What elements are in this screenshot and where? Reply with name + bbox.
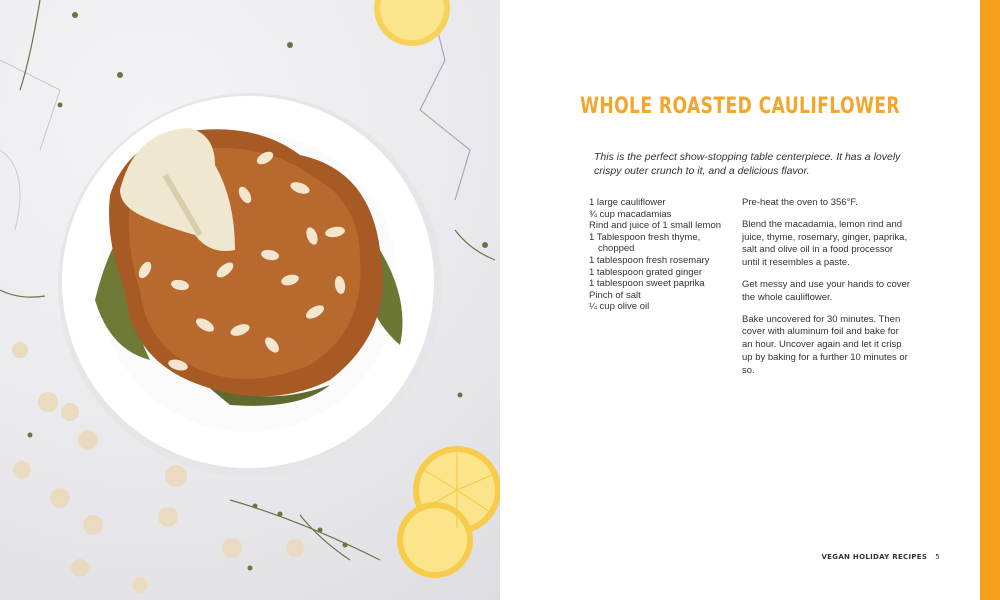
page-footer	[821, 553, 940, 561]
ingredient-item: ¼ cup olive oil	[589, 301, 650, 313]
ingredient-item: 1 large cauliflower	[589, 197, 666, 208]
ingredient-item: 1 tablespoon fresh rosemary	[589, 254, 710, 266]
ingredient-item: 1 tablespoon sweet paprika	[589, 278, 705, 290]
method-steps	[742, 197, 910, 387]
ingredient-item: Pinch of salt	[589, 289, 641, 301]
ingredients-list	[589, 197, 739, 313]
page-number: 5	[935, 553, 940, 561]
ingredient-item: 1 tablespoon grated ginger	[589, 266, 703, 278]
recipe-page	[500, 0, 980, 600]
ingredient-item: ¾ cup macadamias	[589, 208, 672, 220]
accent-bar	[980, 0, 1000, 600]
ingredient-item: Rind and juice of 1 small lemon	[589, 220, 722, 232]
ingredient-item: 1 Tablespoon fresh thyme, chopped	[589, 231, 701, 255]
method-step: Blend the macadamia, lemon rind and juice, thyme, rosemary, ginger, paprika, salt and olive oil in a food processor until it resembles a paste.	[742, 218, 908, 269]
method-step: Pre-heat the oven to 356°F.	[742, 197, 858, 208]
recipe-intro: This is the perfect show-stopping table centerpiece. It has a lovely crispy outer crunch to it, and a delicious flavor.	[594, 151, 901, 177]
recipe-title: WHOLE ROASTED CAULIFLOWER	[580, 94, 900, 119]
book-title: VEGAN HOLIDAY RECIPES	[821, 553, 928, 561]
method-step: Get messy and use your hands to cover the whole cauliflower.	[742, 278, 910, 303]
method-step: Bake uncovered for 30 minutes. Then cover with aluminum foil and bake for an hour. Uncover again and let it crisp up by baking for a further 10 minutes or so.	[742, 313, 908, 376]
